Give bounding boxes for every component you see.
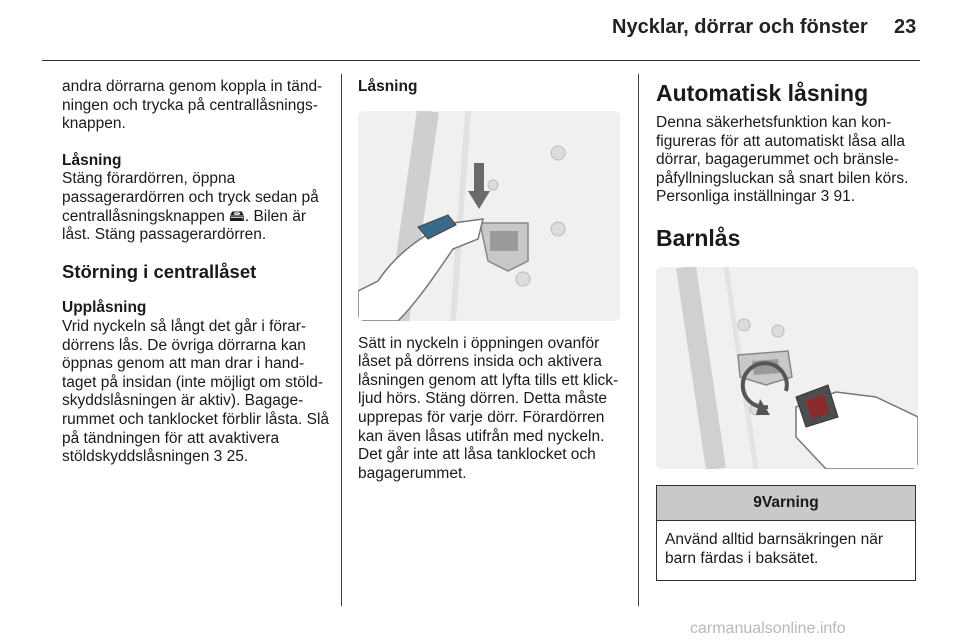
- locking-heading-2: Låsning: [358, 78, 418, 95]
- column-3: [656, 80, 922, 581]
- page-number: 23: [894, 16, 917, 38]
- header-title: Nycklar, dörrar och fönster: [612, 16, 868, 38]
- unlock-heading: Upplåsning: [62, 299, 147, 317]
- warning-header: [657, 486, 915, 521]
- locking-heading: Låsning: [62, 151, 122, 169]
- header-rule: [42, 60, 920, 61]
- warning-title: Varning: [761, 493, 819, 511]
- column-divider: [638, 74, 639, 606]
- column-divider: [341, 74, 342, 606]
- page-ref-icon: 3: [213, 448, 223, 466]
- locking-paragraph-2: Sätt in nyckeln i öppningen ovanför låset på dörrens insida och aktivera låsningen genom att lyfta tills ett klick-ljud hörs. Stäng dörren. Detta måste upprepas för varje dörr. Förardörren kan även låsas utifrån med nyckeln. Det går inte att låsa tanklocket och bagagerummet.: [358, 334, 619, 482]
- door-lock-illustration: [358, 111, 620, 321]
- child-lock-heading: Barnlås: [656, 224, 741, 251]
- fault-heading: Störning i centrallåset: [62, 260, 257, 282]
- warning-icon: 9: [753, 493, 762, 511]
- warning-text: Använd alltid barnsäkringen när barn färdas i baksätet.: [665, 530, 883, 567]
- auto-lock-paragraph: Denna säkerhetsfunktion kan kon-figureras för att automatiskt låsa alla dörrar, bagagerummet och bränsle-påfyllningsluckan så snart bilen körs. Personliga inställningar 3 91.: [656, 114, 909, 206]
- child-lock-illustration: [656, 267, 918, 469]
- column-1: [62, 78, 334, 467]
- unlock-paragraph: Vrid nyckeln så långt det går i förar-dörrens lås. De övriga dörrarna kan öppnas genom att man drar i hand-taget på insidan (inte möjligt om stöld-skyddslåsningen är aktiv). Bagage-rummet och tanklocket förblir låsta. Slå på tändningen för att avaktivera stöldskyddslåsningen 3 25.: [62, 317, 330, 466]
- page-ref-icon: 3: [820, 188, 830, 206]
- intro-paragraph: andra dörrarna genom koppla in tänd-ningen och trycka på centrallåsnings-knappen.: [62, 78, 323, 133]
- column-2: [358, 78, 630, 483]
- lock-icon: 🖴: [229, 207, 245, 225]
- auto-lock-heading: Automatisk låsning: [656, 80, 869, 106]
- watermark: carmanualsonline.info: [690, 620, 846, 637]
- warning-box: [656, 485, 916, 581]
- locking-paragraph: Stäng förardörren, öppna passagerardörren och tryck sedan på centrallåsningsknappen 🖴. Bilen är låst. Stäng passagerardörren.: [62, 170, 319, 244]
